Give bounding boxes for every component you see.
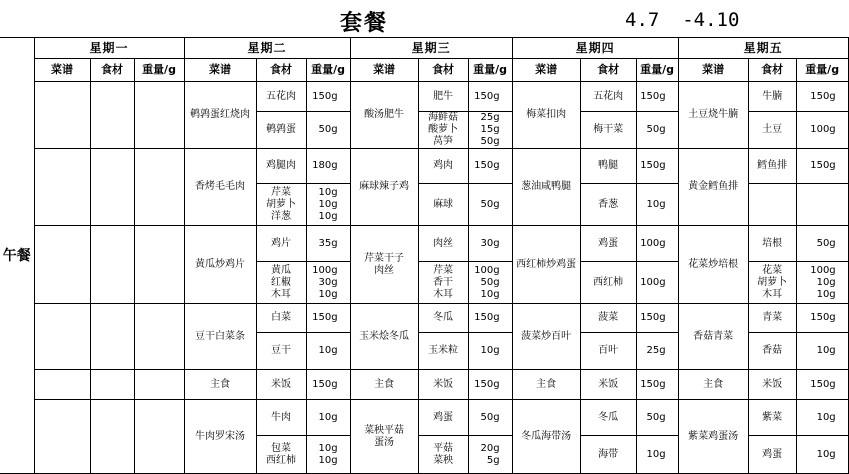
fri-weight-cell: 50g bbox=[796, 226, 848, 262]
tue-weight-cell: 10g bbox=[306, 333, 350, 370]
col-weight: 重量/g bbox=[636, 59, 678, 82]
mon-empty-cell bbox=[34, 226, 90, 304]
wed-ingredient-cell: 麻球 bbox=[418, 184, 468, 226]
mon-empty-cell bbox=[134, 370, 184, 400]
menu-row bbox=[0, 149, 848, 184]
wed-ingredient-cell: 平菇 菜秧 bbox=[418, 436, 468, 474]
thu-weight-cell: 150g bbox=[636, 149, 678, 184]
wed-dish-cell: 麻球辣子鸡 bbox=[350, 149, 418, 226]
fri-ingredient-cell bbox=[748, 184, 796, 226]
col-dish: 菜谱 bbox=[512, 59, 580, 82]
wed-ingredient-cell: 冬瓜 bbox=[418, 304, 468, 333]
wed-weight-cell: 10g bbox=[468, 333, 512, 370]
wed-weight-cell: 150g bbox=[468, 82, 512, 112]
wed-ingredient-cell: 芹菜 香干 木耳 bbox=[418, 262, 468, 304]
col-ingredient: 食材 bbox=[90, 59, 134, 82]
mon-empty-cell bbox=[34, 149, 90, 226]
menu-row bbox=[0, 304, 848, 333]
fri-dish-cell: 花菜炒培根 bbox=[678, 226, 748, 304]
thu-weight-cell: 150g bbox=[636, 82, 678, 112]
wed-weight-cell: 150g bbox=[468, 149, 512, 184]
fri-dish-cell: 黄金鳕鱼排 bbox=[678, 149, 748, 226]
fri-ingredient-cell: 香菇 bbox=[748, 333, 796, 370]
tue-ingredient-cell: 鸡腿肉 bbox=[256, 149, 306, 184]
thu-weight-cell: 150g bbox=[636, 304, 678, 333]
menu-table bbox=[0, 37, 849, 474]
mon-empty-cell bbox=[34, 304, 90, 370]
wed-ingredient-cell: 鸡肉 bbox=[418, 149, 468, 184]
mon-empty-cell bbox=[134, 149, 184, 226]
col-weight: 重量/g bbox=[306, 59, 350, 82]
thu-ingredient-cell: 菠菜 bbox=[580, 304, 636, 333]
fri-dish-cell: 主食 bbox=[678, 370, 748, 400]
wed-weight-cell: 20g 5g bbox=[468, 436, 512, 474]
wed-ingredient-cell: 玉米粒 bbox=[418, 333, 468, 370]
tue-weight-cell: 10g bbox=[306, 400, 350, 436]
thu-weight-cell: 100g bbox=[636, 226, 678, 262]
col-dish: 菜谱 bbox=[350, 59, 418, 82]
menu-grid bbox=[0, 37, 840, 471]
thu-weight-cell: 10g bbox=[636, 184, 678, 226]
wed-ingredient-cell: 肉丝 bbox=[418, 226, 468, 262]
col-weight: 重量/g bbox=[134, 59, 184, 82]
mon-empty-cell bbox=[90, 82, 134, 149]
thu-ingredient-cell: 百叶 bbox=[580, 333, 636, 370]
meal-label: 午餐 bbox=[0, 38, 34, 474]
wed-ingredient-cell: 米饭 bbox=[418, 370, 468, 400]
tue-weight-cell: 10g 10g bbox=[306, 436, 350, 474]
wed-dish-cell: 酸汤肥牛 bbox=[350, 82, 418, 149]
thu-weight-cell: 50g bbox=[636, 400, 678, 436]
fri-weight-cell: 150g bbox=[796, 370, 848, 400]
mon-empty-cell bbox=[34, 370, 90, 400]
wed-weight-cell: 50g bbox=[468, 184, 512, 226]
thu-weight-cell: 50g bbox=[636, 112, 678, 149]
day-header-wed: 星期三 bbox=[350, 38, 512, 59]
fri-weight-cell: 10g bbox=[796, 436, 848, 474]
tue-ingredient-cell: 鹌鹑蛋 bbox=[256, 112, 306, 149]
day-header-thu: 星期四 bbox=[512, 38, 678, 59]
thu-dish-cell: 梅菜扣肉 bbox=[512, 82, 580, 149]
tue-dish-cell: 豆干白菜条 bbox=[184, 304, 256, 370]
fri-ingredient-cell: 牛腩 bbox=[748, 82, 796, 112]
fri-ingredient-cell: 土豆 bbox=[748, 112, 796, 149]
thu-dish-cell: 冬瓜海带汤 bbox=[512, 400, 580, 474]
wed-weight-cell: 150g bbox=[468, 370, 512, 400]
thu-weight-cell: 150g bbox=[636, 370, 678, 400]
tue-dish-cell: 鹌鹑蛋红烧肉 bbox=[184, 82, 256, 149]
wed-ingredient-cell: 肥牛 bbox=[418, 82, 468, 112]
mon-empty-cell bbox=[90, 149, 134, 226]
fri-weight-cell: 150g bbox=[796, 304, 848, 333]
mon-empty-cell bbox=[90, 226, 134, 304]
menu-row bbox=[0, 400, 848, 436]
fri-dish-cell: 紫菜鸡蛋汤 bbox=[678, 400, 748, 474]
wed-dish-cell: 菜秧平菇 蛋汤 bbox=[350, 400, 418, 474]
tue-dish-cell: 香烤毛毛肉 bbox=[184, 149, 256, 226]
mon-empty-cell bbox=[34, 400, 90, 474]
menu-row bbox=[0, 82, 848, 112]
tue-ingredient-cell: 五花肉 bbox=[256, 82, 306, 112]
wed-dish-cell: 玉米烩冬瓜 bbox=[350, 304, 418, 370]
fri-ingredient-cell: 鳕鱼排 bbox=[748, 149, 796, 184]
col-ingredient: 食材 bbox=[256, 59, 306, 82]
wed-weight-cell: 150g bbox=[468, 304, 512, 333]
fri-weight-cell: 150g bbox=[796, 82, 848, 112]
day-header-tue: 星期二 bbox=[184, 38, 350, 59]
thu-ingredient-cell: 米饭 bbox=[580, 370, 636, 400]
day-header-fri: 星期五 bbox=[678, 38, 848, 59]
tue-ingredient-cell: 黄瓜 红椒 木耳 bbox=[256, 262, 306, 304]
thu-ingredient-cell: 冬瓜 bbox=[580, 400, 636, 436]
col-dish: 菜谱 bbox=[678, 59, 748, 82]
mon-empty-cell bbox=[134, 226, 184, 304]
tue-ingredient-cell: 豆干 bbox=[256, 333, 306, 370]
thu-ingredient-cell: 香葱 bbox=[580, 184, 636, 226]
tue-ingredient-cell: 包菜 西红柿 bbox=[256, 436, 306, 474]
fri-ingredient-cell: 花菜 胡萝卜 木耳 bbox=[748, 262, 796, 304]
wed-weight-cell: 25g 15g 50g bbox=[468, 112, 512, 149]
tue-ingredient-cell: 牛肉 bbox=[256, 400, 306, 436]
tue-ingredient-cell: 米饭 bbox=[256, 370, 306, 400]
day-header-row bbox=[0, 38, 848, 59]
tue-weight-cell: 150g bbox=[306, 370, 350, 400]
wed-ingredient-cell: 海鲜菇 酸萝卜 莴笋 bbox=[418, 112, 468, 149]
thu-ingredient-cell: 鸡蛋 bbox=[580, 226, 636, 262]
mon-empty-cell bbox=[90, 370, 134, 400]
fri-dish-cell: 香菇青菜 bbox=[678, 304, 748, 370]
tue-ingredient-cell: 白菜 bbox=[256, 304, 306, 333]
tue-weight-cell: 100g 30g 10g bbox=[306, 262, 350, 304]
thu-ingredient-cell: 梅干菜 bbox=[580, 112, 636, 149]
fri-weight-cell: 150g bbox=[796, 149, 848, 184]
col-ingredient: 食材 bbox=[580, 59, 636, 82]
menu-row bbox=[0, 370, 848, 400]
thu-weight-cell: 100g bbox=[636, 262, 678, 304]
thu-weight-cell: 10g bbox=[636, 436, 678, 474]
wed-ingredient-cell: 鸡蛋 bbox=[418, 400, 468, 436]
thu-weight-cell: 25g bbox=[636, 333, 678, 370]
mon-empty-cell bbox=[90, 304, 134, 370]
wed-weight-cell: 50g bbox=[468, 400, 512, 436]
wed-dish-cell: 主食 bbox=[350, 370, 418, 400]
fri-ingredient-cell: 米饭 bbox=[748, 370, 796, 400]
fri-ingredient-cell: 青菜 bbox=[748, 304, 796, 333]
wed-weight-cell: 30g bbox=[468, 226, 512, 262]
day-header-mon: 星期一 bbox=[34, 38, 184, 59]
thu-dish-cell: 主食 bbox=[512, 370, 580, 400]
title-row bbox=[0, 0, 798, 38]
tue-dish-cell: 牛肉罗宋汤 bbox=[184, 400, 256, 474]
mon-empty-cell bbox=[90, 400, 134, 474]
col-weight: 重量/g bbox=[468, 59, 512, 82]
col-ingredient: 食材 bbox=[748, 59, 796, 82]
tue-ingredient-cell: 芹菜 胡萝卜 洋葱 bbox=[256, 184, 306, 226]
fri-ingredient-cell: 培根 bbox=[748, 226, 796, 262]
tue-weight-cell: 50g bbox=[306, 112, 350, 149]
fri-weight-cell: 10g bbox=[796, 333, 848, 370]
col-ingredient: 食材 bbox=[418, 59, 468, 82]
fri-dish-cell: 土豆烧牛腩 bbox=[678, 82, 748, 149]
mon-empty-cell bbox=[134, 400, 184, 474]
page-title: 套餐 bbox=[340, 11, 389, 36]
thu-ingredient-cell: 海带 bbox=[580, 436, 636, 474]
tue-weight-cell: 35g bbox=[306, 226, 350, 262]
mon-empty-cell bbox=[134, 304, 184, 370]
wed-weight-cell: 100g 50g 10g bbox=[468, 262, 512, 304]
column-header-row bbox=[0, 59, 848, 82]
mon-empty-cell bbox=[34, 82, 90, 149]
tue-weight-cell: 150g bbox=[306, 304, 350, 333]
fri-weight-cell: 10g bbox=[796, 400, 848, 436]
thu-dish-cell: 西红柿炒鸡蛋 bbox=[512, 226, 580, 304]
fri-weight-cell: 100g bbox=[796, 112, 848, 149]
fri-weight-cell: 100g 10g 10g bbox=[796, 262, 848, 304]
date-range: 4.7 -4.10 bbox=[625, 9, 740, 31]
menu-row bbox=[0, 226, 848, 262]
col-dish: 菜谱 bbox=[184, 59, 256, 82]
fri-ingredient-cell: 紫菜 bbox=[748, 400, 796, 436]
tue-ingredient-cell: 鸡片 bbox=[256, 226, 306, 262]
thu-ingredient-cell: 五花肉 bbox=[580, 82, 636, 112]
thu-ingredient-cell: 鸭腿 bbox=[580, 149, 636, 184]
mon-empty-cell bbox=[134, 82, 184, 149]
col-dish: 菜谱 bbox=[34, 59, 90, 82]
col-weight: 重量/g bbox=[796, 59, 848, 82]
thu-ingredient-cell: 西红柿 bbox=[580, 262, 636, 304]
tue-dish-cell: 主食 bbox=[184, 370, 256, 400]
thu-dish-cell: 葱油咸鸭腿 bbox=[512, 149, 580, 226]
tue-dish-cell: 黄瓜炒鸡片 bbox=[184, 226, 256, 304]
tue-weight-cell: 180g bbox=[306, 149, 350, 184]
thu-dish-cell: 菠菜炒百叶 bbox=[512, 304, 580, 370]
fri-weight-cell bbox=[796, 184, 848, 226]
tue-weight-cell: 150g bbox=[306, 82, 350, 112]
wed-dish-cell: 芹菜干子 肉丝 bbox=[350, 226, 418, 304]
fri-ingredient-cell: 鸡蛋 bbox=[748, 436, 796, 474]
tue-weight-cell: 10g 10g 10g bbox=[306, 184, 350, 226]
